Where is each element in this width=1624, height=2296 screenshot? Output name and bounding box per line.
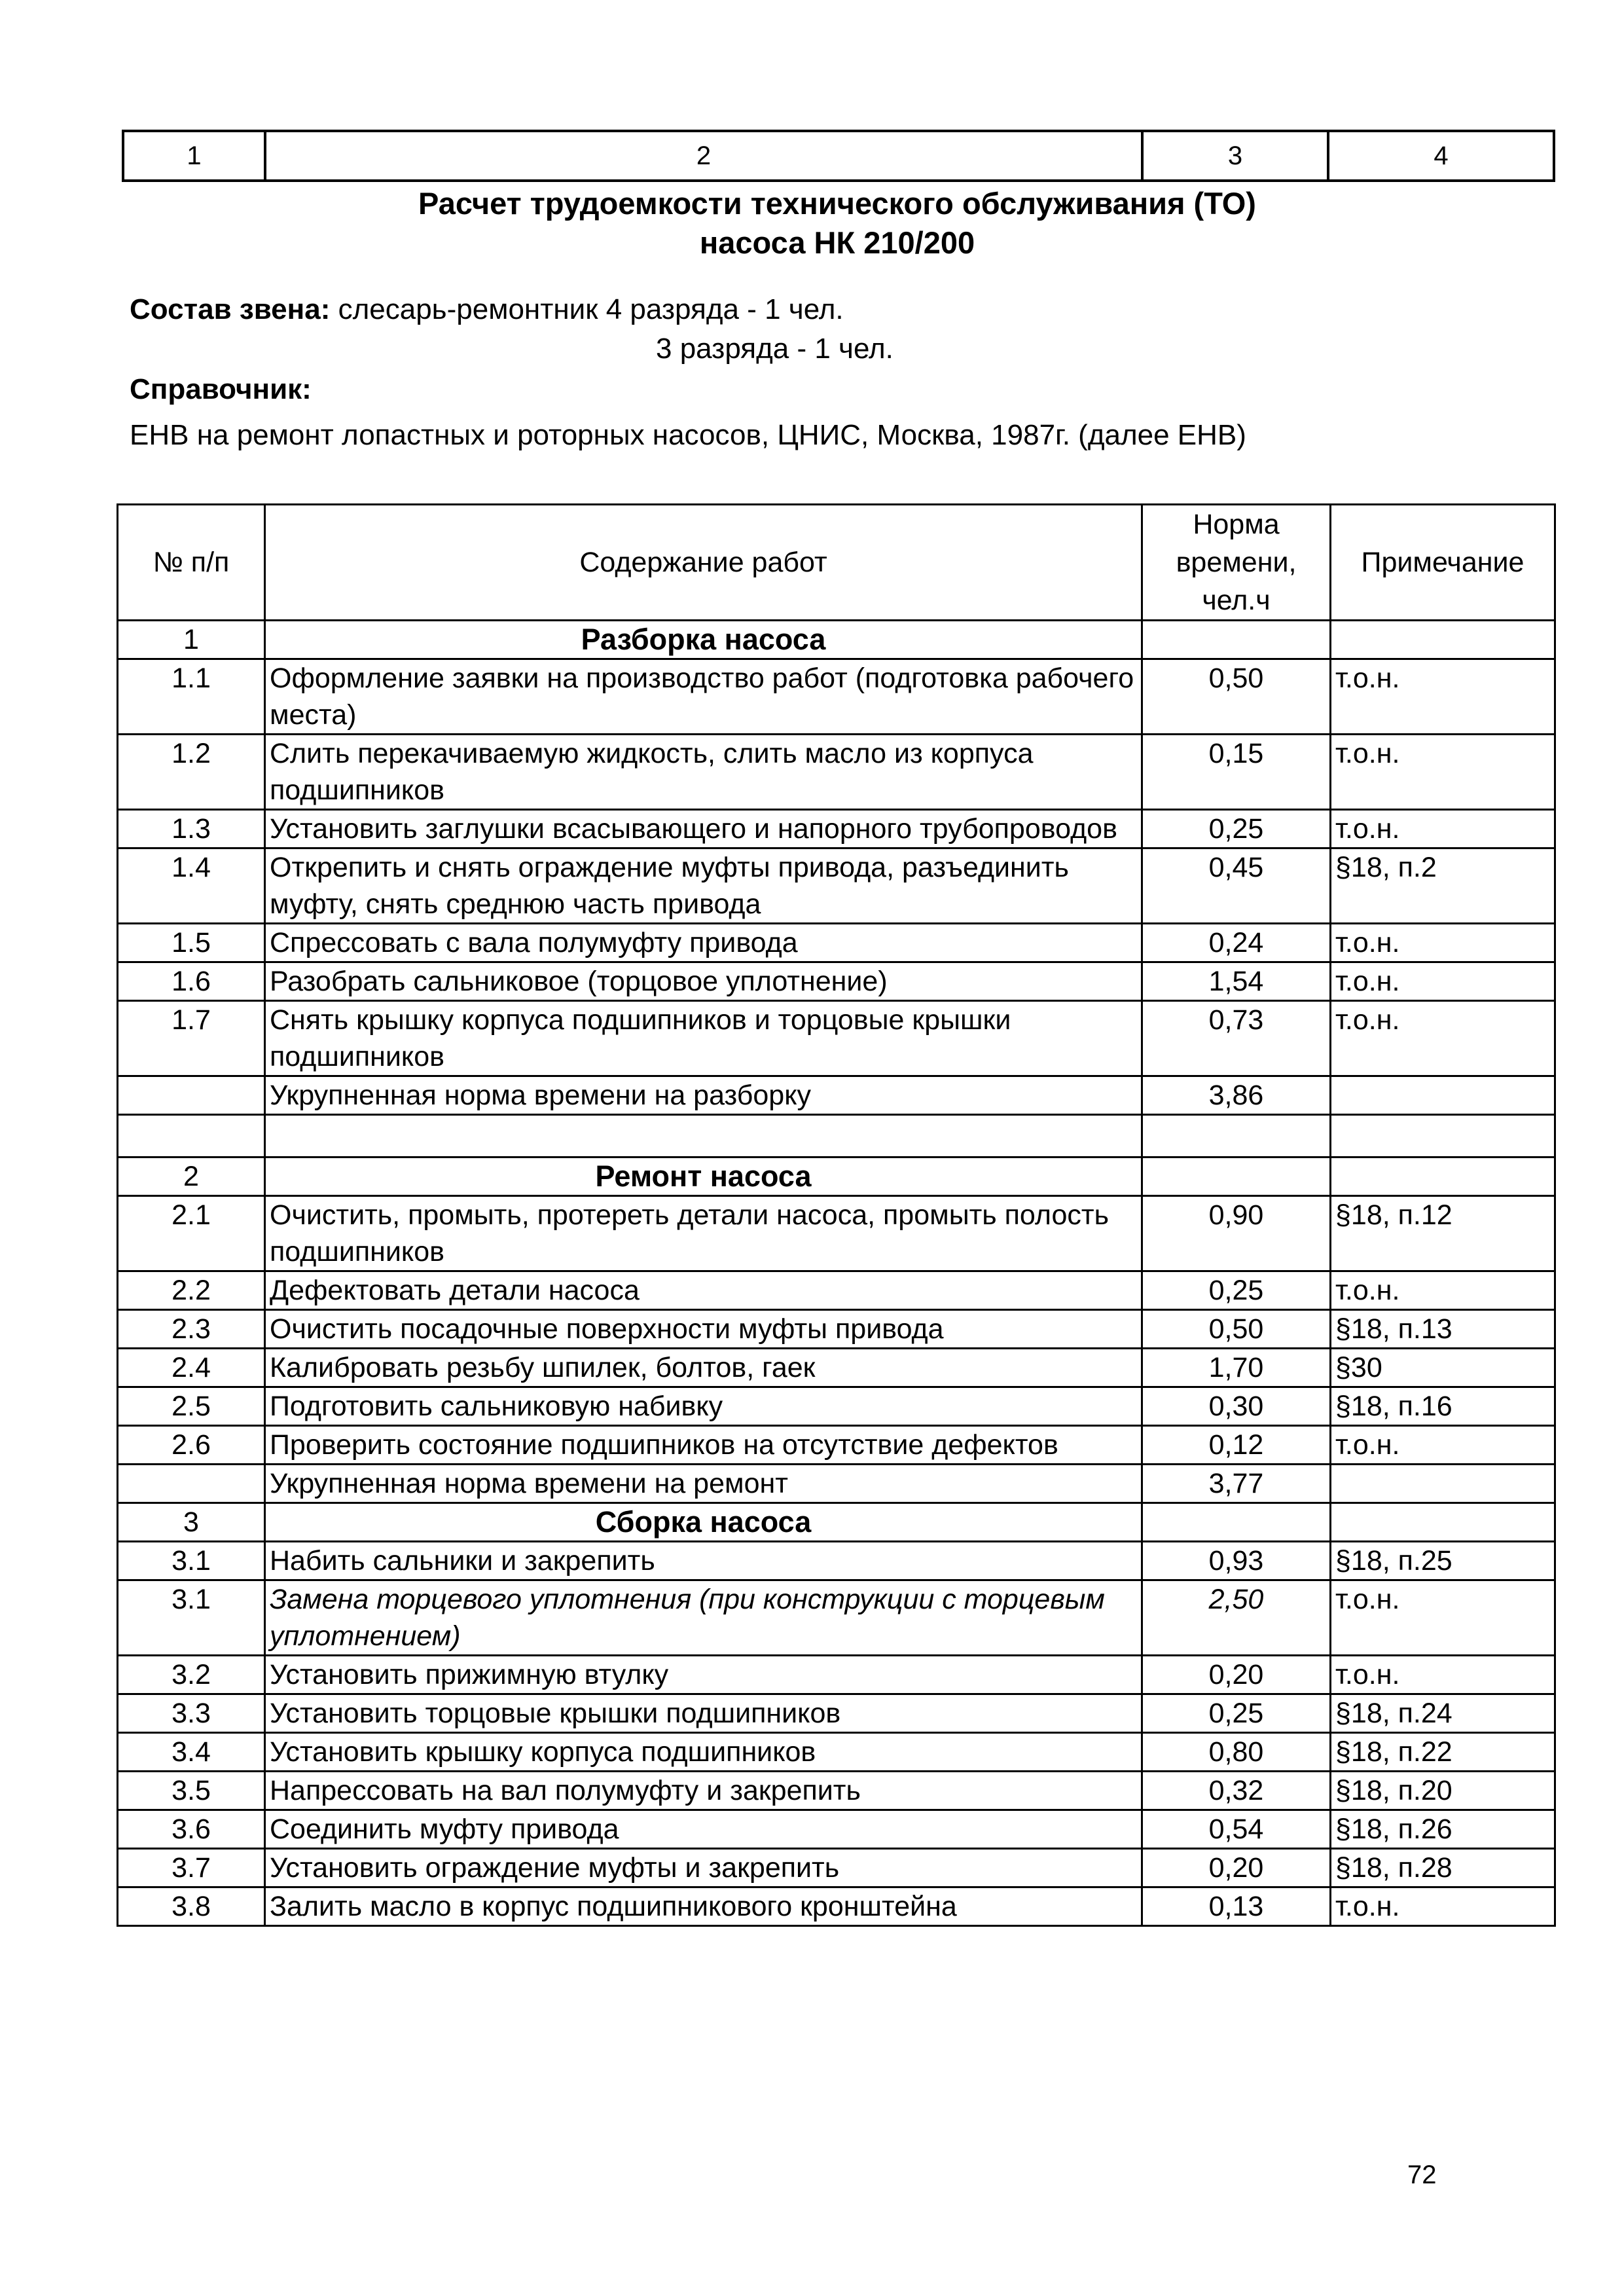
work-description: Очистить, промыть, протереть детали насоса, промыть полость подшипников [265,1196,1142,1271]
work-description: Снять крышку корпуса подшипников и торцовые крышки подшипников [265,1001,1142,1076]
column-number-header-row [122,130,1555,182]
table-row [118,735,1555,810]
row-number: 3.2 [118,1656,265,1694]
section-header-row [118,1157,1555,1196]
row-number: 2.1 [118,1196,265,1271]
empty-cell [1142,1503,1331,1542]
row-number: 2.2 [118,1271,265,1310]
row-note: т.о.н. [1331,659,1555,735]
time-norm: 0,90 [1142,1196,1331,1271]
time-norm: 0,20 [1142,1849,1331,1887]
total-label: Укрупненная норма времени на разборку [265,1076,1142,1115]
table-row [118,962,1555,1001]
table-row [118,1733,1555,1772]
header-col-2: 2 [265,131,1142,181]
section-header-row [118,621,1555,659]
header-col-3: 3 [1142,131,1328,181]
time-norm: 0,54 [1142,1810,1331,1849]
table-row [118,1887,1555,1926]
work-description: Установить торцовые крышки подшипников [265,1694,1142,1733]
row-note: т.о.н. [1331,1001,1555,1076]
row-note: §18, п.22 [1331,1733,1555,1772]
section-number: 1 [118,621,265,659]
time-norm: 1,70 [1142,1349,1331,1387]
row-number: 3.8 [118,1887,265,1926]
row-note: §18, п.13 [1331,1310,1555,1349]
row-number: 2.5 [118,1387,265,1426]
row-number: 1.6 [118,962,265,1001]
table-row [118,848,1555,924]
header-col-4: 4 [1328,131,1554,181]
row-note: т.о.н. [1331,962,1555,1001]
row-note: §18, п.25 [1331,1542,1555,1580]
reference-label: Справочник: [130,373,312,405]
row-number: 1.7 [118,1001,265,1076]
table-row [118,1772,1555,1810]
time-norm: 0,80 [1142,1733,1331,1772]
total-norm: 3,77 [1142,1465,1331,1503]
work-description: Набить сальники и закрепить [265,1542,1142,1580]
row-note: т.о.н. [1331,1656,1555,1694]
work-description: Проверить состояние подшипников на отсутствие дефектов [265,1426,1142,1465]
work-description: Установить прижимную втулку [265,1656,1142,1694]
row-note: §18, п.12 [1331,1196,1555,1271]
document-title-line-2: насоса НК 210/200 [699,225,975,260]
row-note: §18, п.20 [1331,1772,1555,1810]
table-row [118,1271,1555,1310]
col-header-norm-line-3: чел.ч [1202,585,1271,616]
time-norm: 0,12 [1142,1426,1331,1465]
time-norm: 1,54 [1142,962,1331,1001]
work-description: Спрессовать с вала полумуфту привода [265,924,1142,962]
table-row [118,659,1555,735]
row-number: 3.1 [118,1542,265,1580]
row-note: §18, п.28 [1331,1849,1555,1887]
total-label: Укрупненная норма времени на ремонт [265,1465,1142,1503]
col-header-content: Содержание работ [265,505,1142,621]
time-norm: 0,32 [1142,1772,1331,1810]
crew-label: Состав звена: [130,293,331,325]
col-header-num: № п/п [118,505,265,621]
row-note: т.о.н. [1331,1887,1555,1926]
row-number: 3.5 [118,1772,265,1810]
time-norm: 0,30 [1142,1387,1331,1426]
work-description: Слить перекачиваемую жидкость, слить масло из корпуса подшипников [265,735,1142,810]
time-norm: 2,50 [1142,1580,1331,1656]
section-header-row [118,1503,1555,1542]
crew-text-1: слесарь-ремонтник 4 разряда - 1 чел. [338,293,844,325]
section-number: 3 [118,1503,265,1542]
row-number: 1.4 [118,848,265,924]
empty-cell [1142,1157,1331,1196]
empty-cell [1142,1115,1331,1157]
time-norm: 0,25 [1142,1694,1331,1733]
empty-cell [1331,1465,1555,1503]
table-row [118,1694,1555,1733]
row-note: §18, п.24 [1331,1694,1555,1733]
work-description: Открепить и снять ограждение муфты привода, разъединить муфту, снять среднюю часть привода [265,848,1142,924]
row-note: §18, п.16 [1331,1387,1555,1426]
work-description: Установить заглушки всасывающего и напорного трубопроводов [265,810,1142,848]
time-norm: 0,25 [1142,1271,1331,1310]
table-row [118,1656,1555,1694]
table-row [118,1849,1555,1887]
row-number: 3.1 [118,1580,265,1656]
empty-cell [118,1115,265,1157]
row-note: т.о.н. [1331,1426,1555,1465]
crew-line-1 [130,293,844,326]
header-col-1: 1 [123,131,265,181]
col-header-note: Примечание [1331,505,1555,621]
time-norm: 0,93 [1142,1542,1331,1580]
table-header-row [118,505,1555,621]
total-row [118,1465,1555,1503]
row-note: т.о.н. [1331,1271,1555,1310]
crew-text-2: 3 разряда - 1 чел. [656,333,893,365]
row-number: 2.4 [118,1349,265,1387]
col-header-norm-line-2: времени, [1176,547,1297,578]
row-number: 3.4 [118,1733,265,1772]
time-norm: 0,20 [1142,1656,1331,1694]
work-description: Калибровать резьбу шпилек, болтов, гаек [265,1349,1142,1387]
row-number: 1.3 [118,810,265,848]
work-description: Напрессовать на вал полумуфту и закрепить [265,1772,1142,1810]
work-description: Замена торцевого уплотнения (при конструкции с торцевым уплотнением) [265,1580,1142,1656]
time-norm: 0,13 [1142,1887,1331,1926]
work-description: Оформление заявки на производство работ (подготовка рабочего места) [265,659,1142,735]
empty-cell [118,1465,265,1503]
table-row [118,1001,1555,1076]
empty-cell [1142,621,1331,659]
row-note: §18, п.2 [1331,848,1555,924]
table-row [118,1542,1555,1580]
time-norm: 0,15 [1142,735,1331,810]
document-title-line-1: Расчет трудоемкости технического обслуживания (ТО) [418,186,1256,221]
reference-text: ЕНВ на ремонт лопастных и роторных насосов, ЦНИС, Москва, 1987г. (далее ЕНВ) [130,419,1246,451]
empty-cell [1331,621,1555,659]
row-number: 1.5 [118,924,265,962]
section-title: Разборка насоса [265,621,1142,659]
labor-intensity-table [117,503,1556,1927]
table-row [118,1310,1555,1349]
table-row [118,1580,1555,1656]
row-note: т.о.н. [1331,810,1555,848]
empty-cell [118,1076,265,1115]
time-norm: 0,45 [1142,848,1331,924]
row-note: т.о.н. [1331,1580,1555,1656]
section-title: Ремонт насоса [265,1157,1142,1196]
page-number: 72 [1407,2160,1437,2189]
work-description: Разобрать сальниковое (торцовое уплотнение) [265,962,1142,1001]
total-row [118,1076,1555,1115]
work-description: Установить ограждение муфты и закрепить [265,1849,1142,1887]
time-norm: 0,25 [1142,810,1331,848]
empty-cell [1331,1115,1555,1157]
section-number: 2 [118,1157,265,1196]
section-title: Сборка насоса [265,1503,1142,1542]
empty-cell [1331,1503,1555,1542]
work-description: Дефектовать детали насоса [265,1271,1142,1310]
row-number: 3.3 [118,1694,265,1733]
row-note: §18, п.26 [1331,1810,1555,1849]
col-header-norm [1142,505,1331,621]
col-header-norm-line-1: Норма [1193,509,1280,540]
time-norm: 0,50 [1142,1310,1331,1349]
table-row [118,1426,1555,1465]
row-note: т.о.н. [1331,735,1555,810]
row-number: 3.6 [118,1810,265,1849]
table-row [118,1349,1555,1387]
work-description: Соединить муфту привода [265,1810,1142,1849]
work-description: Очистить посадочные поверхности муфты привода [265,1310,1142,1349]
table-row [118,924,1555,962]
total-norm: 3,86 [1142,1076,1331,1115]
row-note: т.о.н. [1331,924,1555,962]
row-note: §30 [1331,1349,1555,1387]
empty-cell [1331,1076,1555,1115]
work-description: Подготовить сальниковую набивку [265,1387,1142,1426]
empty-cell [265,1115,1142,1157]
spacer-row [118,1115,1555,1157]
table-row [118,1810,1555,1849]
row-number: 1.1 [118,659,265,735]
row-number: 1.2 [118,735,265,810]
table-row [118,1387,1555,1426]
table-row [118,1196,1555,1271]
empty-cell [1331,1157,1555,1196]
row-number: 2.6 [118,1426,265,1465]
time-norm: 0,24 [1142,924,1331,962]
work-description: Установить крышку корпуса подшипников [265,1733,1142,1772]
row-number: 3.7 [118,1849,265,1887]
time-norm: 0,73 [1142,1001,1331,1076]
time-norm: 0,50 [1142,659,1331,735]
table-row [118,810,1555,848]
row-number: 2.3 [118,1310,265,1349]
work-description: Залить масло в корпус подшипникового кронштейна [265,1887,1142,1926]
